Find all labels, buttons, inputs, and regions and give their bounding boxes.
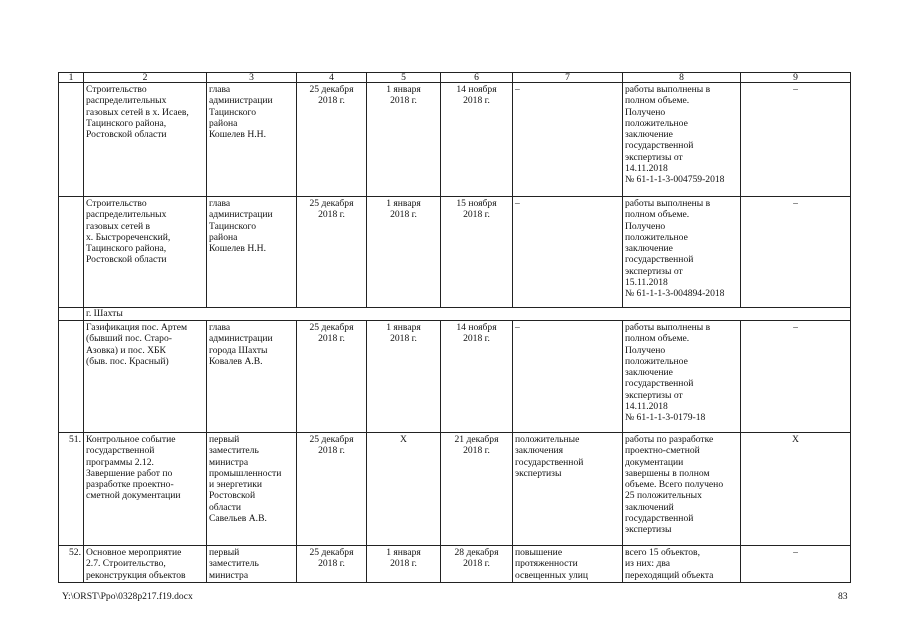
actual-end: 28 декабря 2018 г. — [441, 546, 513, 583]
actual-start: 1 января 2018 г. — [367, 83, 441, 197]
notes: – — [741, 83, 851, 197]
notes: X — [741, 433, 851, 546]
planned-results: – — [513, 321, 623, 433]
event-name: Газификация пос. Артем (бывший пос. Старо- Азовка) и пос. ХБК (быв. пос. Красный) — [84, 321, 207, 433]
table-row — [59, 83, 851, 197]
event-name: Строительство распределительных газовых сетей в х. Быстрореченский, Тацинского района, Ростовской области — [84, 197, 207, 308]
row-number — [59, 83, 84, 197]
notes: – — [741, 321, 851, 433]
event-name: Контрольное событие государственной программы 2.12. Завершение работ по разработке проектно- сметной документации — [84, 433, 207, 546]
responsible: глава администрации Тацинского района Кошелев Н.Н. — [207, 83, 297, 197]
actual-results: работы выполнены в полном объеме. Получено положительное заключение государственной экспертизы от 14.11.2018 № 61-1-1-3-004759-2018 — [623, 83, 741, 197]
actual-end: 21 декабря 2018 г. — [441, 433, 513, 546]
report-table — [58, 72, 851, 583]
table-row — [59, 433, 851, 546]
actual-end: 15 ноября 2018 г. — [441, 197, 513, 308]
file-path: Y:\ORST\Ppo\0328p217.f19.docx — [62, 591, 193, 602]
row-number: 52. — [59, 546, 84, 583]
notes: – — [741, 546, 851, 583]
responsible: глава администрации города Шахты Ковалев А.В. — [207, 321, 297, 433]
responsible: первый заместитель министра — [207, 546, 297, 583]
actual-end: 14 ноября 2018 г. — [441, 83, 513, 197]
header-cell: 8 — [623, 73, 741, 83]
row-number — [59, 308, 84, 321]
header-cell: 1 — [59, 73, 84, 83]
table-row — [59, 546, 851, 583]
header-cell: 5 — [367, 73, 441, 83]
actual-results: работы по разработке проектно-сметной документации завершены в полном объеме. Всего получено 25 положительных заключений государственной экспертизы — [623, 433, 741, 546]
planned-date: 25 декабря 2018 г. — [297, 197, 367, 308]
planned-date: 25 декабря 2018 г. — [297, 321, 367, 433]
city-heading: г. Шахты — [84, 308, 851, 321]
row-number: 51. — [59, 433, 84, 546]
header-cell: 9 — [741, 73, 851, 83]
table-row — [59, 197, 851, 308]
table-row — [59, 308, 851, 321]
planned-results: повышение протяженности освещенных улиц — [513, 546, 623, 583]
planned-date: 25 декабря 2018 г. — [297, 546, 367, 583]
actual-results: всего 15 объектов, из них: два переходящий объекта — [623, 546, 741, 583]
table-row — [59, 321, 851, 433]
responsible: глава администрации Тацинского района Кошелев Н.Н. — [207, 197, 297, 308]
planned-results: положительные заключения государственной экспертизы — [513, 433, 623, 546]
actual-results: работы выполнены в полном объеме. Получено положительное заключение государственной экспертизы от 15.11.2018 № 61-1-1-3-004894-2018 — [623, 197, 741, 308]
planned-date: 25 декабря 2018 г. — [297, 433, 367, 546]
planned-date: 25 декабря 2018 г. — [297, 83, 367, 197]
actual-end: 14 ноября 2018 г. — [441, 321, 513, 433]
header-cell: 6 — [441, 73, 513, 83]
row-number — [59, 321, 84, 433]
header-cell: 2 — [84, 73, 207, 83]
actual-results: работы выполнены в полном объеме. Получено положительное заключение государственной экспертизы от 14.11.2018 № 61-1-1-3-0179-18 — [623, 321, 741, 433]
event-name: Основное мероприятие 2.7. Строительство, реконструкция объектов — [84, 546, 207, 583]
actual-start: 1 января 2018 г. — [367, 546, 441, 583]
header-cell: 4 — [297, 73, 367, 83]
responsible: первый заместитель министра промышленности и энергетики Ростовской области Савельев А.В. — [207, 433, 297, 546]
planned-results: – — [513, 83, 623, 197]
row-number — [59, 197, 84, 308]
page-number: 83 — [838, 591, 848, 602]
header-cell: 7 — [513, 73, 623, 83]
actual-start: 1 января 2018 г. — [367, 321, 441, 433]
notes: – — [741, 197, 851, 308]
actual-start: 1 января 2018 г. — [367, 197, 441, 308]
event-name: Строительство распределительных газовых сетей в х. Исаев, Тацинского района, Ростовской области — [84, 83, 207, 197]
planned-results: – — [513, 197, 623, 308]
header-cell: 3 — [207, 73, 297, 83]
column-number-row — [59, 73, 851, 83]
actual-start: X — [367, 433, 441, 546]
